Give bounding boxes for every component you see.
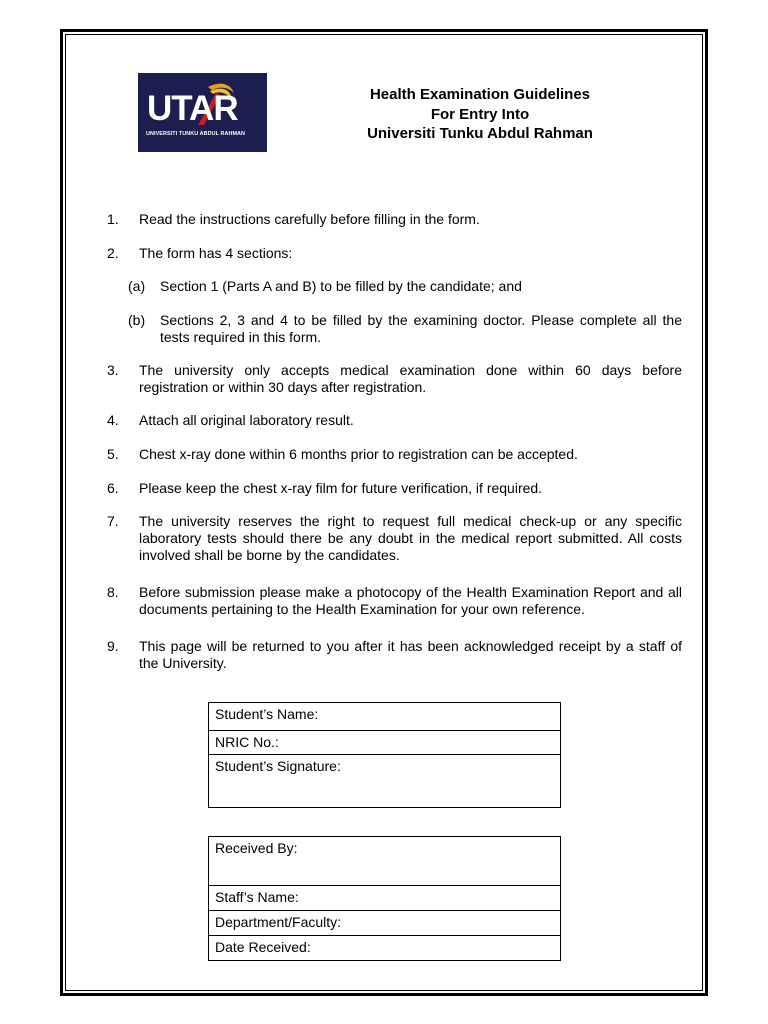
item-number: (a) [128,278,146,294]
item-number: 8. [107,584,119,600]
logo-subtitle: UNIVERSITI TUNKU ABDUL RAHMAN [146,131,246,137]
item-text: Please keep the chest x-ray film for future verification, if required. [139,480,543,496]
item-number: 9. [107,638,119,654]
item-text: The university only accepts medical examination done within 60 days before registration or within 30 days after registration. [139,362,682,395]
student-info-box [208,702,561,808]
item-number: (b) [128,312,146,328]
item-number: 2. [107,245,119,261]
item-number: 6. [107,480,119,496]
item-number: 5. [107,446,119,462]
item-number: 4. [107,412,119,428]
item-number: 1. [107,211,119,227]
received-by-field[interactable]: Received By: [209,837,561,886]
department-field[interactable]: Department/Faculty: [209,911,561,936]
item-text: This page will be returned to you after it has been acknowledged receipt by a staff of the University. [139,638,682,671]
page-title [340,85,620,144]
item-text: Sections 2, 3 and 4 to be filled by the examining doctor. Please complete all the tests required in this form. [160,312,682,345]
item-text: The form has 4 sections: [139,245,293,261]
title-line-1: Health Examination Guidelines [369,86,591,103]
logo-text: UTAR [147,89,238,128]
title-line-3: Universiti Tunku Abdul Rahman [367,125,593,142]
date-received-field[interactable]: Date Received: [209,936,561,961]
title-line-2: For Entry Into [430,105,530,123]
item-text: Before submission please make a photocopy of the Health Examination Report and all documents pertaining to the Health Examination for your own reference. [139,584,682,617]
utar-logo [138,73,267,152]
item-number: 3. [107,362,119,378]
item-text: The university reserves the right to request full medical check-up or any specific laboratory tests should there be any doubt in the medical report submitted. All costs involved shall be borne by the candidates. [139,513,682,563]
staff-receipt-box [208,836,561,961]
item-text: Read the instructions carefully before filling in the form. [139,211,480,227]
item-text: Section 1 (Parts A and B) to be filled by the candidate; and [160,278,522,294]
student-signature-field[interactable]: Student’s Signature: [209,755,561,808]
staff-name-field[interactable]: Staff’s Name: [209,886,561,911]
nric-field[interactable]: NRIC No.: [209,731,561,755]
student-name-field[interactable]: Student’s Name: [209,703,561,731]
item-number: 7. [107,513,119,529]
item-text: Attach all original laboratory result. [139,412,354,428]
item-text: Chest x-ray done within 6 months prior to registration can be accepted. [139,446,578,462]
